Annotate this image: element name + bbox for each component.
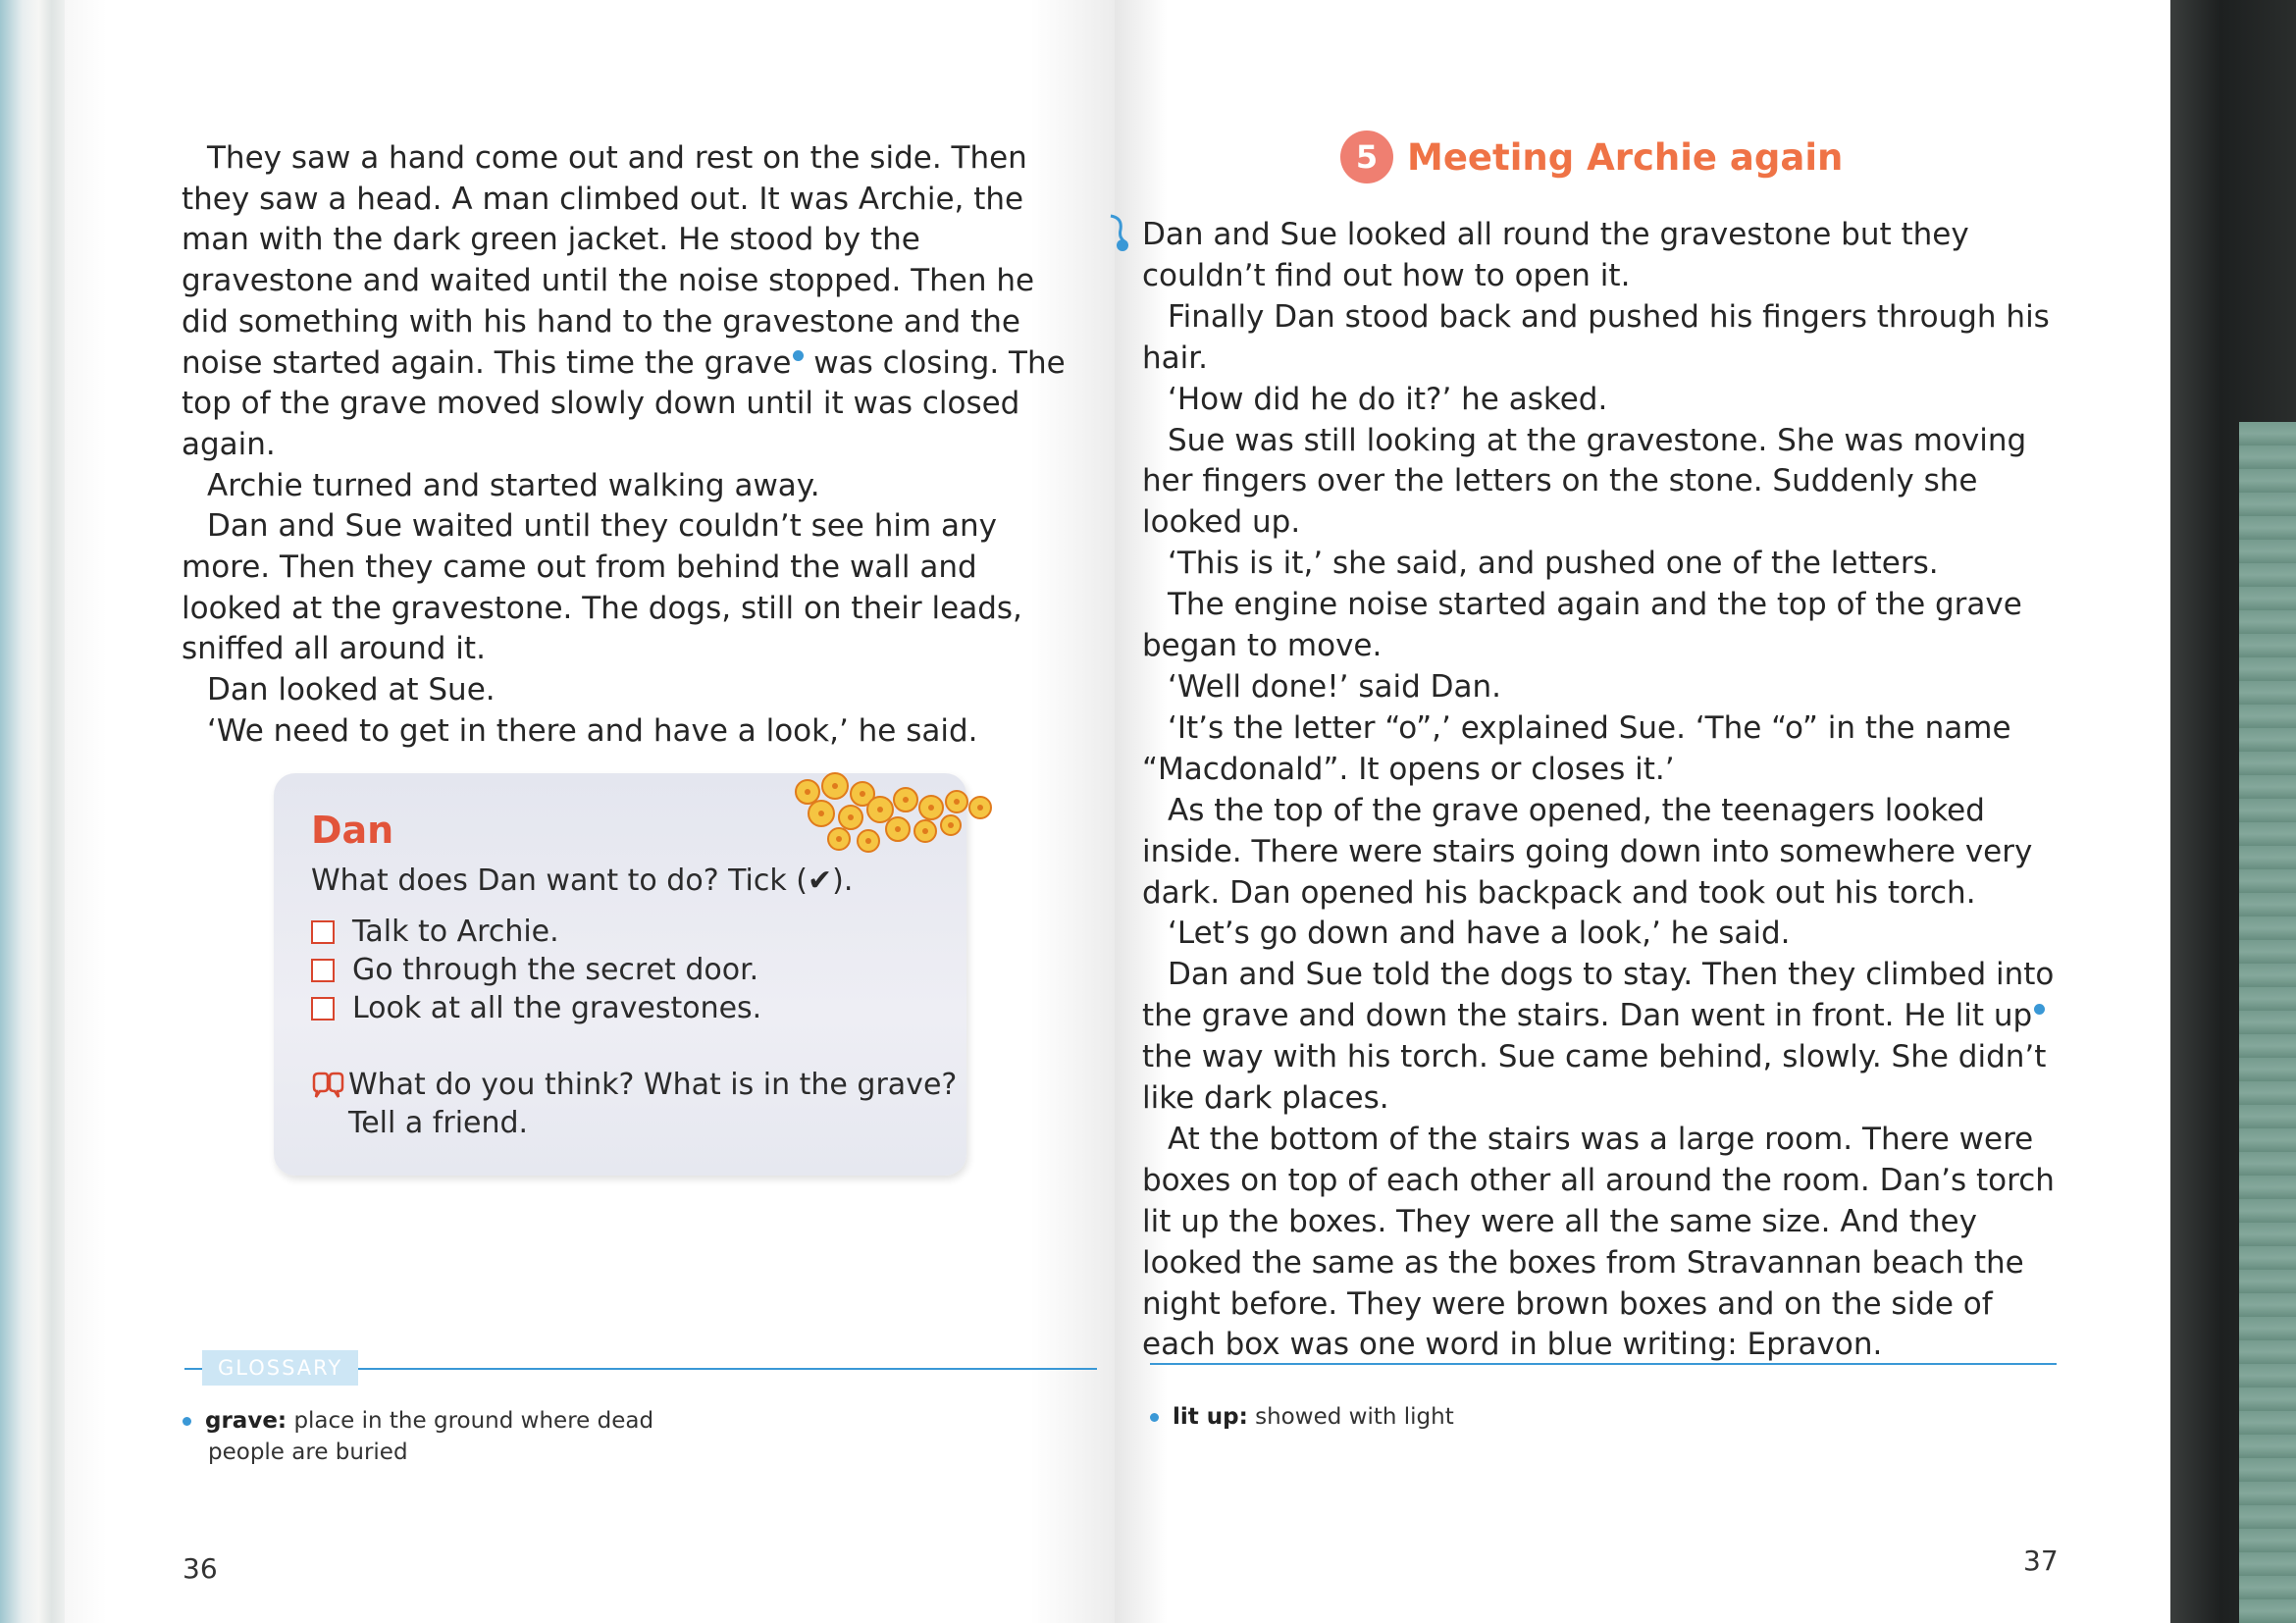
activity-options [311,913,761,1027]
story-paragraph: At the bottom of the stairs was a large room. There were boxes on top of each other all around the room. Dan’s torch lit up the boxes. They were all the same size. And they looked the same as the boxes from Stravannan beach the night before. They were brown boxes and on the side of each box was one word in blue writing: Epravon. [1142,1121,2055,1363]
activity-question: What does Dan want to do? Tick (✔). [311,864,854,898]
option-label: Look at all the gravestones. [352,991,762,1025]
glossary-definition-cont: people are buried [208,1440,408,1465]
tick-box[interactable] [311,920,335,944]
option-label: Talk to Archie. [352,915,559,949]
story-paragraph: Dan looked at Sue. [207,672,496,708]
glossary-label: GLOSSARY [202,1350,358,1386]
discussion-prompt [311,1066,957,1142]
discussion-text [348,1066,957,1142]
chapter-number-badge: 5 [1340,131,1393,183]
story-paragraph: ‘How did he do it?’ he asked. [1168,381,1608,417]
flower-decoration-icon [778,770,1004,859]
glossary-bullet-icon [1150,1413,1159,1422]
activity-title: Dan [311,809,394,852]
story-paragraph: ‘It’s the letter “o”,’ explained Sue. ‘The “o” in the name “Macdonald”. It opens or closes it.’ [1142,709,2011,787]
story-paragraph-with-glossary [1142,955,2064,1120]
glossary-definition: place in the ground where dead [293,1408,654,1434]
glossary-marker-icon [793,350,804,361]
audio-track-icon [1107,212,1134,253]
story-paragraph: ‘This is it,’ she said, and pushed one of the letters. [1168,546,1939,582]
right-page-story-text [1142,215,2064,1366]
glossary-term: grave: [205,1408,287,1434]
story-paragraph: Archie turned and started walking away. [207,467,820,503]
glossary-marker-icon [2034,1004,2045,1015]
book-edge-left [0,0,65,1623]
glossary-definition: showed with light [1255,1404,1454,1430]
chapter-title: Meeting Archie again [1407,135,1844,179]
story-paragraph: ‘Let’s go down and have a look,’ he said. [1168,916,1791,952]
tick-box[interactable] [311,959,335,982]
discussion-line: What do you think? What is in the grave? [348,1068,958,1102]
story-paragraph: ‘Well done!’ said Dan. [1168,668,1502,705]
glossary-term: lit up: [1173,1404,1248,1430]
activity-box [274,773,966,1176]
story-paragraph: Dan and Sue waited until they couldn’t see him any more. Then they came out from behind the wall and looked at the gravestone. The dogs, still on their leads, sniffed all around it. [182,508,1022,667]
option-talk-to-archie [311,913,761,951]
discussion-line: Tell a friend. [348,1106,529,1140]
glossary-entry-grave [183,1405,693,1468]
story-text: Dan and Sue told the dogs to stay. Then they climbed into the grave and down the stairs. Dan went in front. He lit up [1142,957,2055,1034]
glossary-entry-lit-up [1150,1401,1837,1433]
glossary-bullet-icon [183,1417,191,1426]
book-cover-stripe [2239,422,2296,1623]
page-number-right: 37 [2023,1544,2059,1577]
story-paragraph: As the top of the grave opened, the teenagers looked inside. There were stairs going down into somewhere very dark. Dan opened his backpack and took out his torch. [1142,792,2033,911]
story-text: the way with his torch. Sue came behind, slowly. She didn’t like dark places. [1142,1039,2047,1117]
glossary-divider-right [1150,1363,2057,1365]
left-page-story-text [182,138,1084,753]
page-number-left: 36 [183,1552,218,1585]
option-gravestones [311,989,761,1027]
tick-box[interactable] [311,997,335,1021]
story-paragraph: The engine noise started again and the top of the grave began to move. [1142,587,2022,664]
story-paragraph: They saw a hand come out and rest on the side. Then they saw a head. A man climbed out. It was Archie, the man with the dark green jacket. He stood by the gravestone and waited until the noise stopped. Then he did something with his hand to the gravestone and the noise started again. This time the grave [182,140,1035,381]
story-paragraph: Finally Dan stood back and pushed his fingers through his hair. [1142,298,2050,376]
option-label: Go through the secret door. [352,953,759,987]
story-paragraph: Dan and Sue looked all round the gravestone but they couldn’t find out how to open it. [1142,217,1969,293]
story-paragraph: Sue was still looking at the gravestone. She was moving her fingers over the letters on the stone. Suddenly she looked up. [1142,422,2027,541]
story-paragraph: ‘We need to get in there and have a look,’ he said. [207,712,978,749]
story-paragraph: was closing. The top of the grave moved slowly down until it was closed again. [182,344,1066,462]
chapter-heading [1340,128,1843,186]
speech-bubbles-icon [311,1072,344,1101]
option-secret-door [311,951,761,989]
